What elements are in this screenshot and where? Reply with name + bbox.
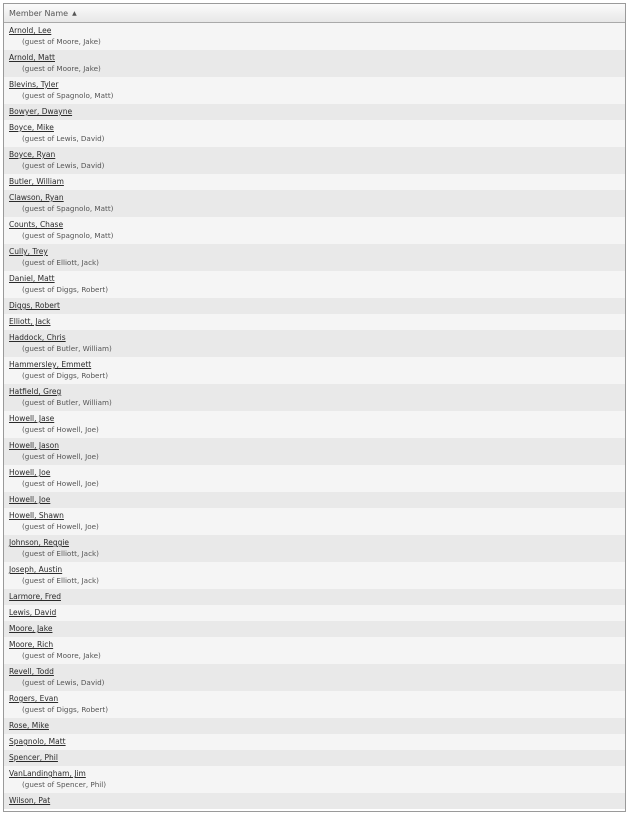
member-name-link[interactable]: Moore, Jake bbox=[9, 624, 53, 633]
guest-of-label: (guest of Moore, Jake) bbox=[22, 651, 101, 660]
guest-of-label: (guest of Howell, Joe) bbox=[22, 452, 99, 461]
member-name-link[interactable]: Boyce, Mike bbox=[9, 123, 54, 132]
table-row bbox=[4, 147, 625, 174]
member-name-link[interactable]: Hatfield, Greg bbox=[9, 387, 62, 396]
member-name-link[interactable]: Howell, Jason bbox=[9, 441, 59, 450]
member-name-link[interactable]: Boyce, Ryan bbox=[9, 150, 56, 159]
guest-of-label: (guest of Elliott, Jack) bbox=[22, 258, 99, 267]
table-row bbox=[4, 104, 625, 120]
guest-of-label: (guest of Butler, William) bbox=[22, 344, 112, 353]
member-name-link[interactable]: Howell, Joe bbox=[9, 468, 51, 477]
guest-of-label: (guest of Butler, William) bbox=[22, 398, 112, 407]
table-row bbox=[4, 50, 625, 77]
member-name-link[interactable]: Arnold, Lee bbox=[9, 26, 52, 35]
sort-ascending-icon: ▲ bbox=[72, 9, 77, 17]
table-row bbox=[4, 793, 625, 809]
member-name-link[interactable]: VanLandingham, Jim bbox=[9, 769, 86, 778]
guest-of-label: (guest of Elliott, Jack) bbox=[22, 549, 99, 558]
guest-of-label: (guest of Lewis, David) bbox=[22, 161, 105, 170]
table-row bbox=[4, 330, 625, 357]
table-row bbox=[4, 589, 625, 605]
member-name-link[interactable]: Rose, Mike bbox=[9, 721, 49, 730]
member-name-link[interactable]: Moore, Rich bbox=[9, 640, 54, 649]
table-row bbox=[4, 691, 625, 718]
member-name-link[interactable]: Rogers, Evan bbox=[9, 694, 59, 703]
guest-of-label: (guest of Lewis, David) bbox=[22, 678, 105, 687]
member-name-link[interactable]: Butler, William bbox=[9, 177, 64, 186]
guest-of-label: (guest of Moore, Jake) bbox=[22, 64, 101, 73]
guest-of-label: (guest of Howell, Joe) bbox=[22, 425, 99, 434]
guest-of-label: (guest of Howell, Joe) bbox=[22, 479, 99, 488]
table-row bbox=[4, 465, 625, 492]
guest-of-label: (guest of Spagnolo, Matt) bbox=[22, 204, 114, 213]
member-name-link[interactable]: Lewis, David bbox=[9, 608, 57, 617]
guest-of-label: (guest of Spagnolo, Matt) bbox=[22, 91, 114, 100]
table-row bbox=[4, 244, 625, 271]
table-row bbox=[4, 562, 625, 589]
member-name-link[interactable]: Larmore, Fred bbox=[9, 592, 61, 601]
table-row bbox=[4, 271, 625, 298]
table-row bbox=[4, 664, 625, 691]
table-row bbox=[4, 718, 625, 734]
table-row bbox=[4, 411, 625, 438]
member-name-link[interactable]: Spencer, Phil bbox=[9, 753, 58, 762]
member-name-link[interactable]: Hammersley, Emmett bbox=[9, 360, 92, 369]
member-name-link[interactable]: Bowyer, Dwayne bbox=[9, 107, 73, 116]
table-row bbox=[4, 120, 625, 147]
table-row bbox=[4, 23, 625, 50]
member-name-link[interactable]: Howell, Shawn bbox=[9, 511, 64, 520]
member-name-link[interactable]: Arnold, Matt bbox=[9, 53, 55, 62]
member-name-link[interactable]: Haddock, Chris bbox=[9, 333, 66, 342]
table-row bbox=[4, 357, 625, 384]
table-row bbox=[4, 384, 625, 411]
table-row bbox=[4, 298, 625, 314]
column-header-label: Member Name bbox=[9, 8, 69, 18]
guest-of-label: (guest of Moore, Jake) bbox=[22, 37, 101, 46]
member-name-link[interactable]: Spagnolo, Matt bbox=[9, 737, 66, 746]
table-row bbox=[4, 621, 625, 637]
guest-of-label: (guest of Lewis, David) bbox=[22, 134, 105, 143]
table-row bbox=[4, 605, 625, 621]
member-name-link[interactable]: Johnson, Reggie bbox=[9, 538, 70, 547]
member-name-link[interactable]: Counts, Chase bbox=[9, 220, 64, 229]
member-name-link[interactable]: Howell, Jase bbox=[9, 414, 55, 423]
table-row bbox=[4, 314, 625, 330]
member-name-link[interactable]: Wilson, Pat bbox=[9, 796, 51, 805]
guest-of-label: (guest of Diggs, Robert) bbox=[22, 705, 109, 714]
member-list bbox=[4, 23, 625, 809]
table-row bbox=[4, 508, 625, 535]
member-name-link[interactable]: Howell, Joe bbox=[9, 495, 51, 504]
table-row bbox=[4, 766, 625, 793]
member-name-link[interactable]: Diggs, Robert bbox=[9, 301, 60, 310]
guest-of-label: (guest of Howell, Joe) bbox=[22, 522, 99, 531]
column-header-member-name[interactable] bbox=[4, 4, 625, 23]
table-row bbox=[4, 217, 625, 244]
table-row bbox=[4, 535, 625, 562]
member-name-link[interactable]: Cully, Trey bbox=[9, 247, 48, 256]
table-row bbox=[4, 174, 625, 190]
table-row bbox=[4, 438, 625, 465]
table-row bbox=[4, 637, 625, 664]
guest-of-label: (guest of Elliott, Jack) bbox=[22, 576, 99, 585]
table-row bbox=[4, 750, 625, 766]
member-name-link[interactable]: Revell, Todd bbox=[9, 667, 54, 676]
table-row bbox=[4, 734, 625, 750]
member-name-link[interactable]: Daniel, Matt bbox=[9, 274, 55, 283]
guest-of-label: (guest of Spagnolo, Matt) bbox=[22, 231, 114, 240]
member-grid bbox=[3, 3, 626, 812]
guest-of-label: (guest of Spencer, Phil) bbox=[22, 780, 107, 789]
member-name-link[interactable]: Clawson, Ryan bbox=[9, 193, 64, 202]
guest-of-label: (guest of Diggs, Robert) bbox=[22, 285, 109, 294]
member-name-link[interactable]: Elliott, Jack bbox=[9, 317, 51, 326]
table-row bbox=[4, 190, 625, 217]
table-row bbox=[4, 492, 625, 508]
guest-of-label: (guest of Diggs, Robert) bbox=[22, 371, 109, 380]
table-row bbox=[4, 77, 625, 104]
member-name-link[interactable]: Joseph, Austin bbox=[9, 565, 63, 574]
member-name-link[interactable]: Blevins, Tyler bbox=[9, 80, 59, 89]
